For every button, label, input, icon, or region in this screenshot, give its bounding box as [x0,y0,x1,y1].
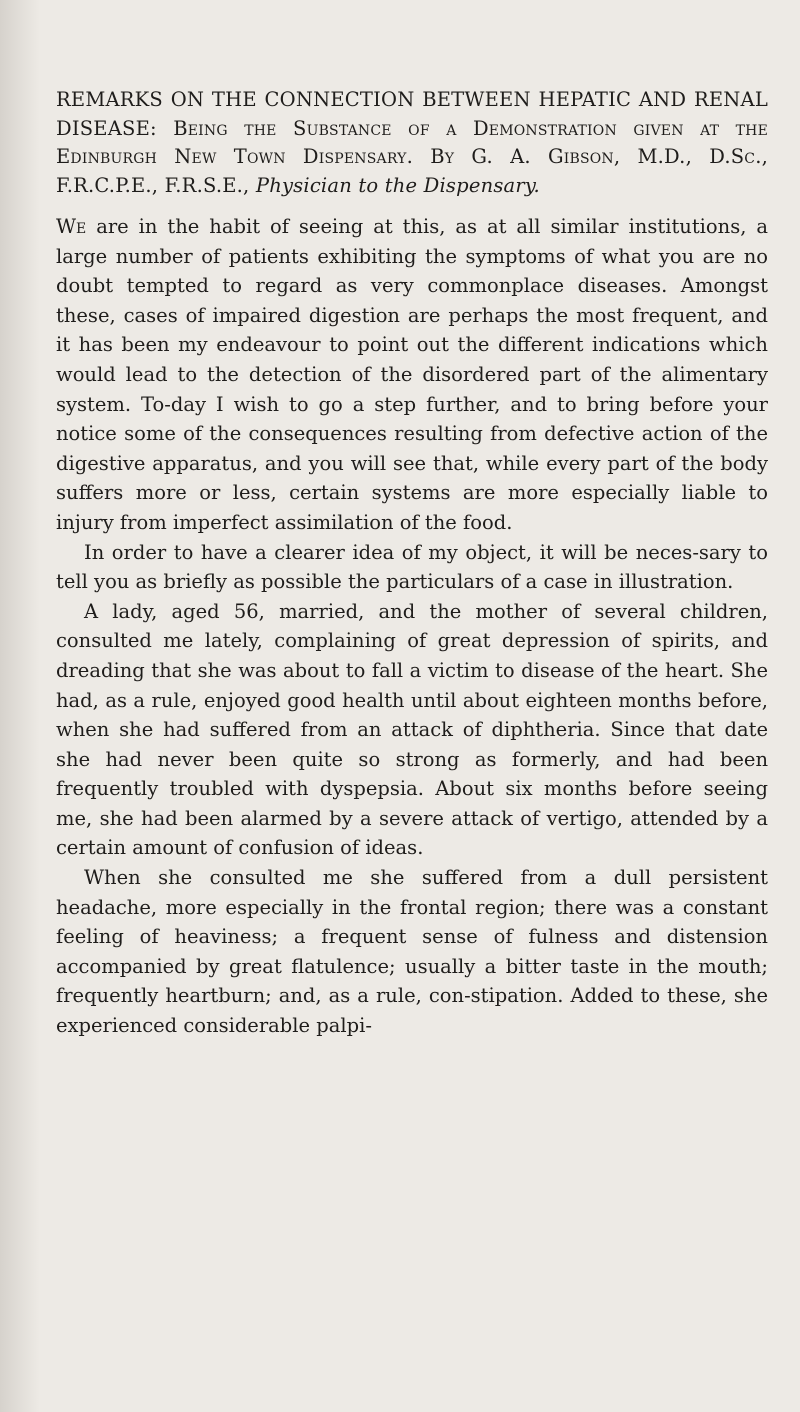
article-author-role: Physician to the Dispensary. [255,173,540,197]
paragraph-3: A lady, aged 56, married, and the mother of several children, consulted me lately, complaining of great depression of spirits, and dreading that she was about to fall a victim to disease of the heart. She had, as a rule, enjoyed good health until about eighteen months before, when she had suffered from an attack of diphtheria. Since that date she had never been quite so strong as formerly, and had been frequently troubled with dyspepsia. About six months before seeing me, she had been alarmed by a severe attack of vertigo, attended by a certain amount of confusion of ideas. [56,599,768,860]
article-heading [56,86,768,200]
paragraph-1-text: are in the habit of seeing at this, as at all similar institutions, a large number of patients exhibiting the symptoms of what you are no doubt tempted to regard as very commonplace diseases. Amongst these, cases of impaired digestion are perhaps the most frequent, and it has been my endeavour to point out the different indications which would lead to the detection of the disordered part of the alimentary system. To-day I wish to go a step further, and to bring before your notice some of the consequences resulting from defective action of the digestive apparatus, and you will see that, while every part of the body suffers more or less, certain systems are more especially liable to injury from imperfect assimilation of the food. [56,215,768,534]
article-body [56,86,768,1041]
binding-shadow [0,0,40,1412]
article-subtitle: Being the Substance of a Demonstration given at the Edinburgh New Town Dispensary. [56,116,768,168]
article-author: By G. A. Gibson, M.D., D.Sc., F.R.C.P.E., F.R.S.E., [56,145,768,197]
paragraph-2: In order to have a clearer idea of my object, it will be neces-sary to tell you as briefly as possible the particulars of a case in illustration. [56,540,768,594]
article-title: REMARKS ON THE CONNECTION BETWEEN HEPATIC AND RENAL DISEASE: [56,88,768,140]
paragraph-1-lead: We [56,215,87,238]
paragraph-1 [56,212,768,538]
heading-spacer [56,200,768,212]
paragraph-4: When she consulted me she suffered from a dull persistent headache, more especially in the frontal region; there was a constant feeling of heaviness; a frequent sense of fulness and distension accompanied by great flatulence; usually a bitter taste in the mouth; frequently heartburn; and, as a rule, con-stipation. Added to these, she experienced considerable palpi- [56,866,768,1038]
